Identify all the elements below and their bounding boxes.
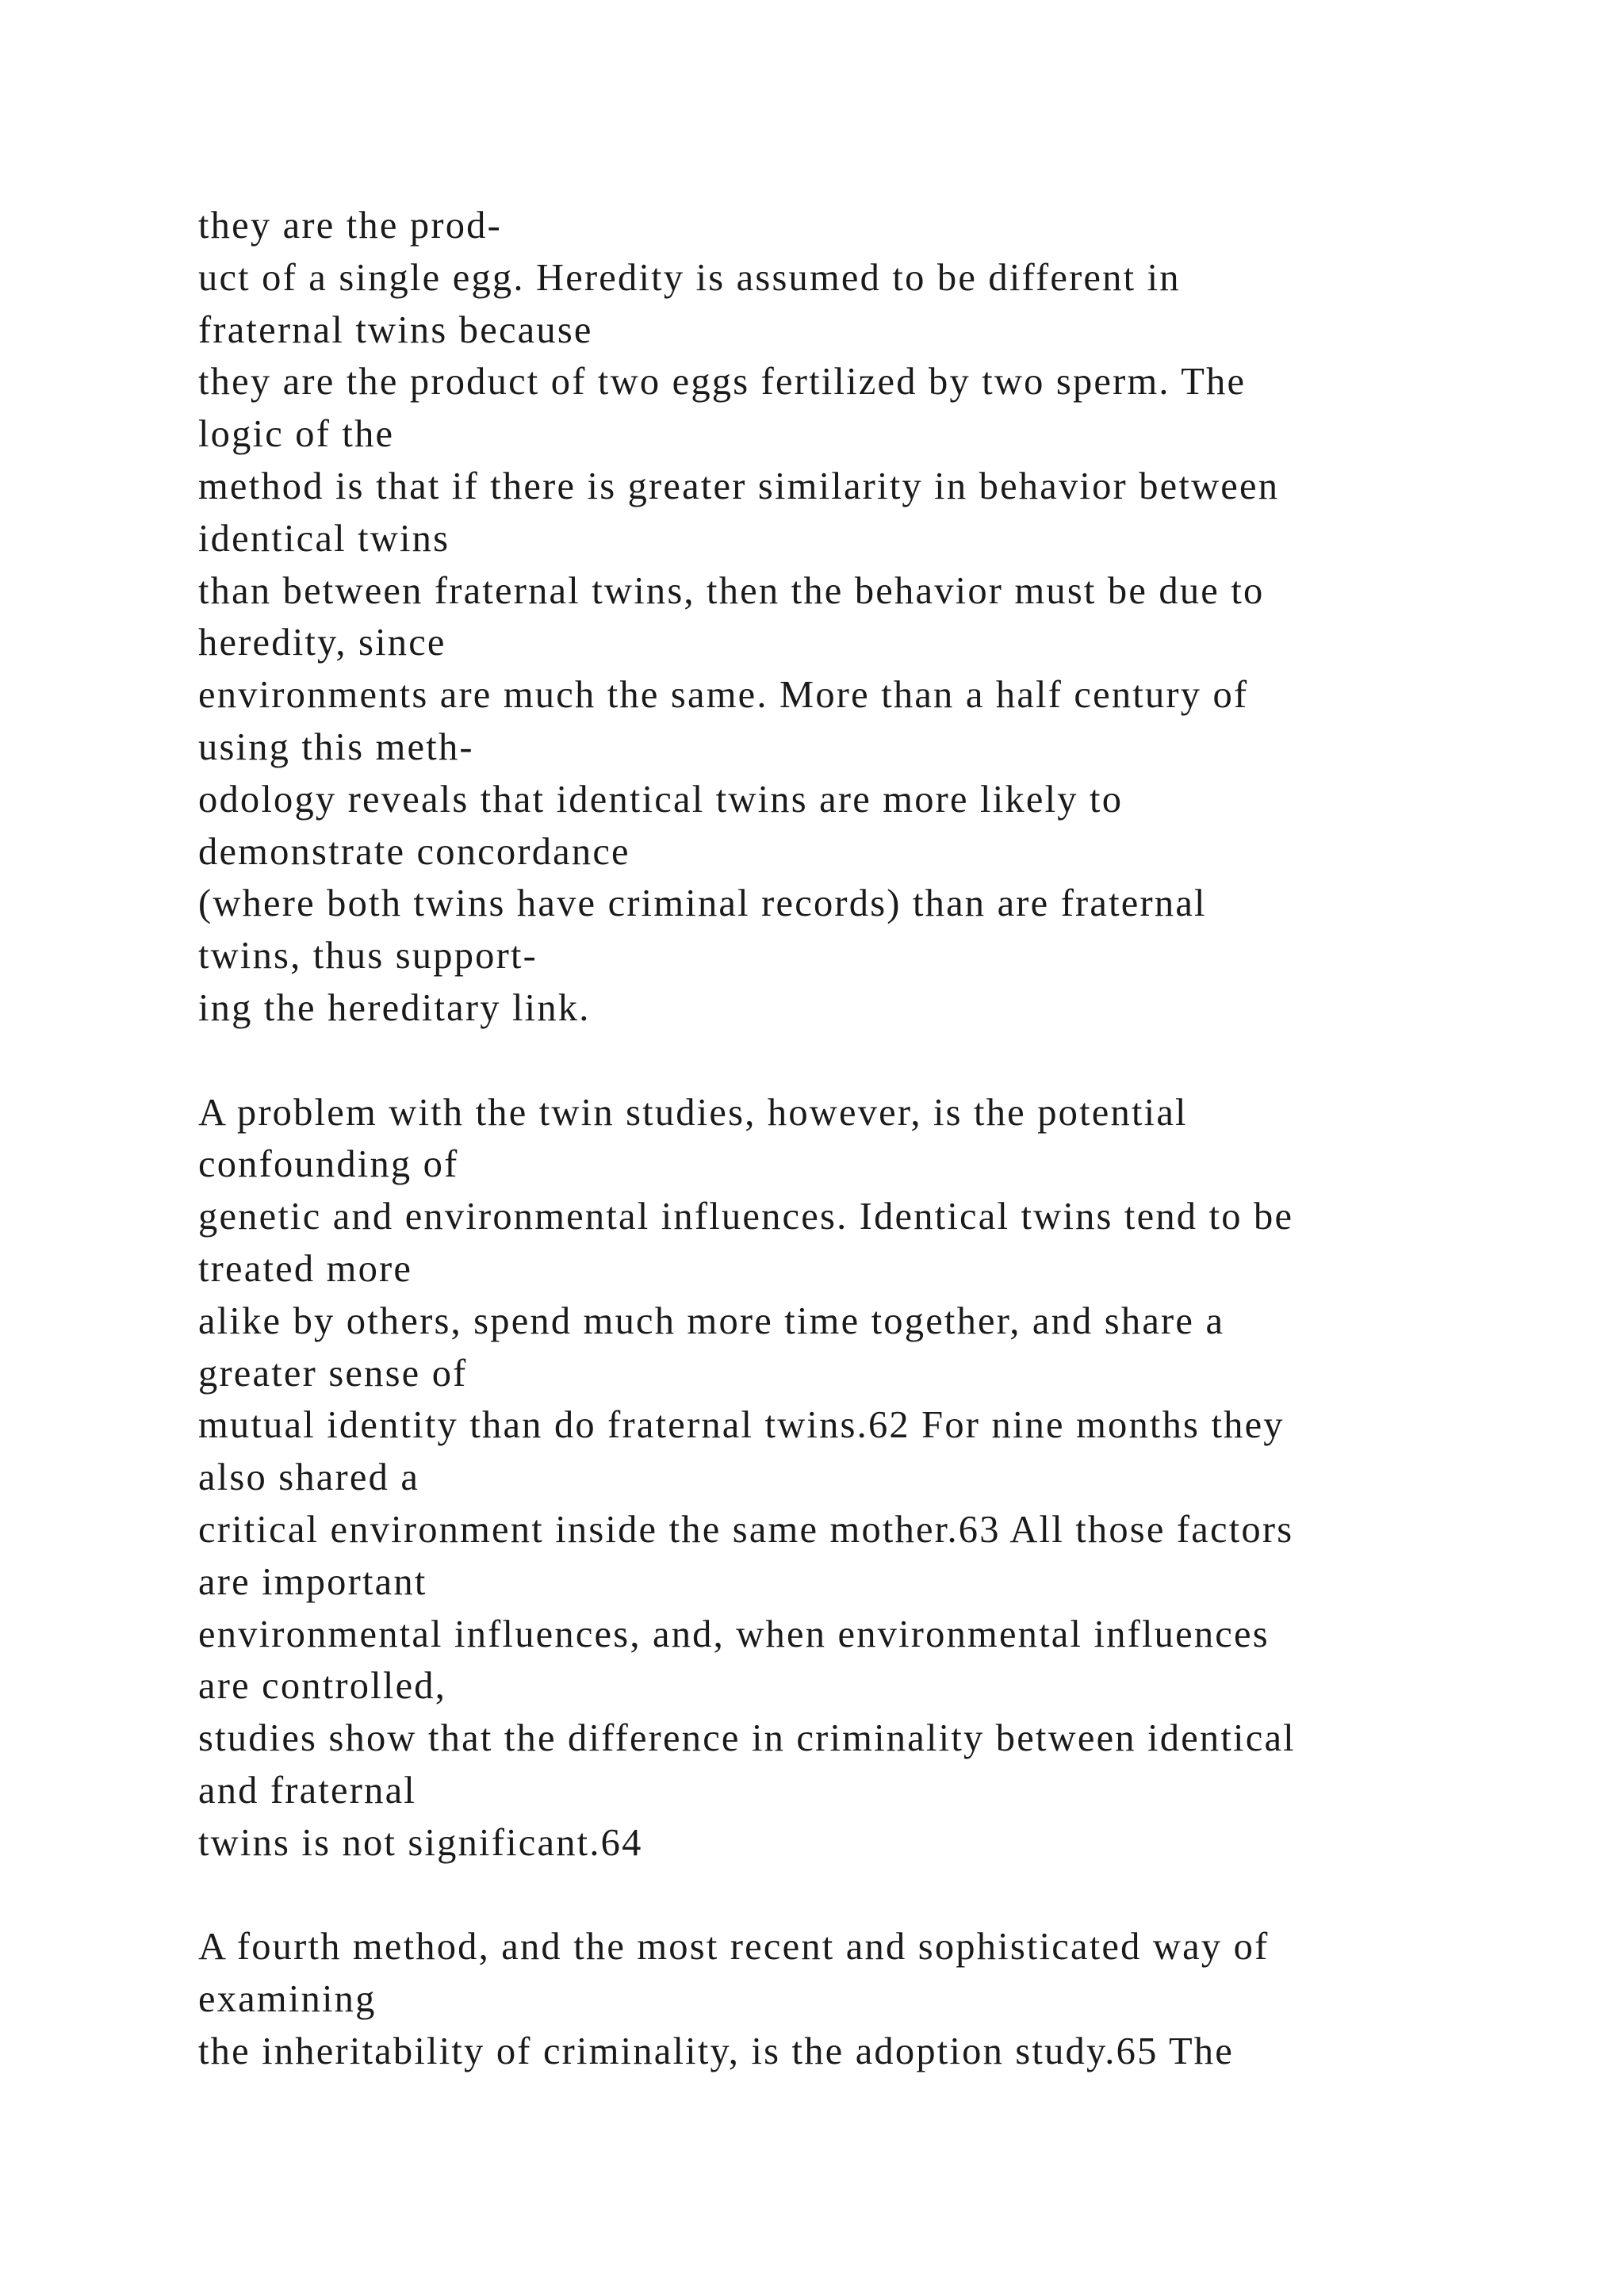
- text-line: examining: [198, 1978, 377, 2021]
- text-line: twins, thus support-: [198, 935, 538, 978]
- text-line: identical twins: [198, 517, 450, 560]
- text-line: they are the product of two eggs fertilized by two sperm. The: [198, 361, 1247, 404]
- text-line: A problem with the twin studies, however, is the potential: [198, 1091, 1188, 1134]
- text-line: fraternal twins because: [198, 308, 593, 351]
- paragraph-spacer: [198, 1869, 1594, 1922]
- text-line: and fraternal: [198, 1769, 416, 1812]
- text-line: method is that if there is greater similarity in behavior between: [198, 465, 1280, 507]
- paragraph-adoption-study: [198, 1921, 1594, 2077]
- paragraph-twin-method: [198, 200, 1594, 1035]
- text-line: heredity, since: [198, 622, 446, 664]
- text-line: A fourth method, and the most recent and sophisticated way of: [198, 1926, 1270, 1969]
- text-line: environments are much the same. More than a half century of: [198, 674, 1249, 717]
- text-line: than between fraternal twins, then the behavior must be due to: [198, 569, 1265, 612]
- text-line: odology reveals that identical twins are more likely to: [198, 778, 1124, 821]
- text-line: uct of a single egg. Heredity is assumed to be different in: [198, 256, 1181, 299]
- text-line: genetic and environmental influences. Identical twins tend to be: [198, 1196, 1294, 1238]
- text-line: treated more: [198, 1247, 413, 1290]
- text-line: alike by others, spend much more time together, and share a: [198, 1299, 1225, 1342]
- text-line: are controlled,: [198, 1665, 447, 1708]
- text-line: ing the hereditary link.: [198, 986, 591, 1029]
- text-line: the inheritability of criminality, is the adoption study.65 The: [198, 2030, 1234, 2072]
- text-line: confounding of: [198, 1143, 459, 1186]
- text-line: (where both twins have criminal records) than are fraternal: [198, 882, 1207, 925]
- document-text: [198, 200, 1594, 2078]
- text-line: environmental influences, and, when environmental influences: [198, 1613, 1270, 1655]
- text-line: are important: [198, 1560, 427, 1603]
- text-line: greater sense of: [198, 1352, 468, 1395]
- text-line: demonstrate concordance: [198, 830, 630, 873]
- text-line: mutual identity than do fraternal twins.62 For nine months they: [198, 1404, 1285, 1447]
- text-line: studies show that the difference in criminality between identical: [198, 1717, 1296, 1760]
- text-line: also shared a: [198, 1456, 420, 1499]
- text-line: logic of the: [198, 413, 395, 456]
- text-line: critical environment inside the same mother.63 All those factors: [198, 1508, 1294, 1551]
- text-line: using this meth-: [198, 725, 474, 768]
- paragraph-spacer: [198, 1035, 1594, 1087]
- paragraph-twin-problem: [198, 1087, 1594, 1869]
- text-line: twins is not significant.64: [198, 1821, 643, 1864]
- text-line: they are the prod-: [198, 205, 502, 247]
